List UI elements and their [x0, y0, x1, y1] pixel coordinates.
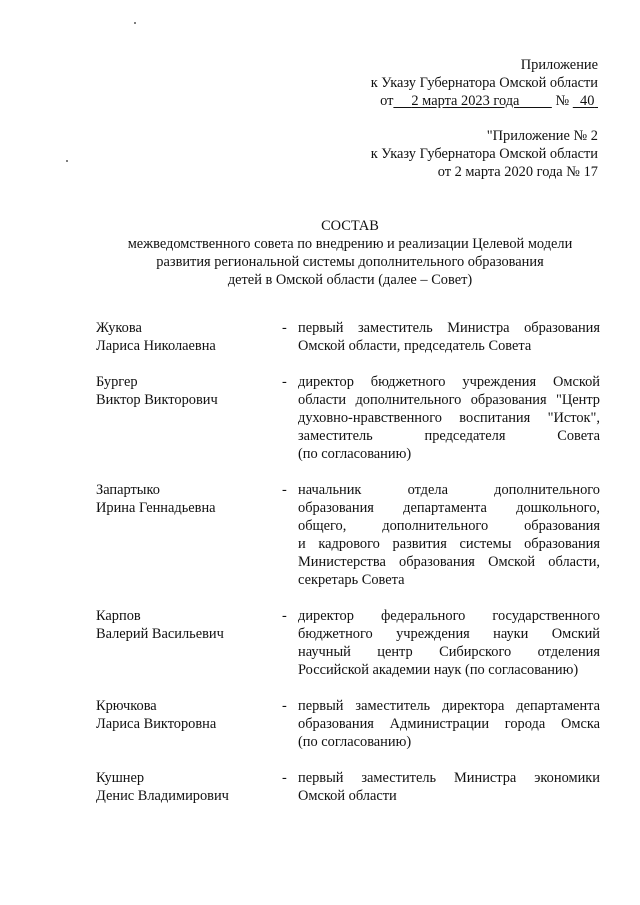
member-dash: -	[282, 482, 287, 498]
member-role-line: бюджетного учреждения науки Омский	[298, 626, 600, 642]
member-role-line: директор бюджетного учреждения Омской	[298, 374, 600, 390]
member-role-line: области дополнительного образования "Центр	[298, 392, 600, 408]
member-role	[298, 607, 600, 679]
member-role	[298, 319, 600, 355]
member-role-line: образования Администрации города Омска	[298, 716, 600, 732]
member-dash: -	[282, 770, 287, 786]
member-role-line: (по согласованию)	[298, 446, 412, 462]
member-given-names: Валерий Васильевич	[96, 626, 224, 642]
annex-number-prefix: №	[555, 93, 570, 109]
document-title	[80, 217, 620, 289]
member-entry	[96, 481, 600, 589]
annex-number: 40	[580, 93, 595, 109]
member-given-names: Ирина Геннадьевна	[96, 500, 216, 516]
member-name	[96, 373, 282, 463]
member-name	[96, 769, 282, 805]
member-name	[96, 607, 282, 679]
annex-title: Приложение	[520, 57, 598, 73]
member-given-names: Лариса Викторовна	[96, 716, 217, 732]
member-role-line: директор федерального государственного	[298, 608, 600, 624]
member-role-line: духовно-нравственного воспитания "Исток",	[298, 410, 600, 426]
member-role-line: заместитель председателя Совета	[298, 428, 600, 444]
prior-annex-decree-reference: к Указу Губернатора Омской области	[370, 146, 598, 162]
member-dash: -	[282, 608, 287, 624]
annex-date-number-line	[371, 92, 598, 110]
document-heading: СОСТАВ	[321, 218, 379, 234]
member-entry	[96, 319, 600, 355]
annex-date: 2 марта 2023 года	[411, 93, 520, 109]
prior-annex-header	[371, 127, 598, 181]
member-surname: Жукова	[96, 320, 142, 336]
member-surname: Крючкова	[96, 698, 157, 714]
scan-speck	[66, 160, 68, 162]
member-role	[298, 697, 600, 751]
member-dash: -	[282, 698, 287, 714]
member-role-line: Омской области, председатель Совета	[298, 338, 532, 354]
document-subtitle-line: детей в Омской области (далее – Совет)	[227, 272, 473, 288]
member-name	[96, 697, 282, 751]
prior-annex-title: "Приложение № 2	[486, 128, 598, 144]
member-entry	[96, 607, 600, 679]
document-subtitle-line: межведомственного совета по внедрению и реализации Целевой модели	[127, 236, 573, 252]
member-role-line: образования департамента дошкольного,	[298, 500, 600, 516]
member-surname: Запартыко	[96, 482, 160, 498]
annex-header	[371, 56, 598, 110]
member-role-line: Омской области	[298, 788, 397, 804]
member-role-line: (по согласованию)	[298, 734, 412, 750]
member-entry	[96, 769, 600, 805]
member-role	[298, 769, 600, 805]
member-given-names: Лариса Николаевна	[96, 338, 216, 354]
scan-speck	[134, 22, 136, 24]
member-dash: -	[282, 320, 287, 336]
council-members-list	[96, 319, 600, 823]
member-role-line: Российской академии наук (по согласованию)	[298, 662, 579, 678]
member-role-line: Министерства образования Омской области,	[298, 554, 600, 570]
member-role-line: научный центр Сибирского отделения	[298, 644, 600, 660]
member-role-line: начальник отдела дополнительного	[298, 482, 600, 498]
member-entry	[96, 373, 600, 463]
annex-date-prefix: от	[380, 93, 394, 109]
member-dash: -	[282, 374, 287, 390]
member-role-line: секретарь Совета	[298, 572, 405, 588]
annex-decree-reference: к Указу Губернатора Омской области	[370, 75, 598, 91]
member-given-names: Денис Владимирович	[96, 788, 229, 804]
member-role-line: общего, дополнительного образования	[298, 518, 600, 534]
member-name	[96, 481, 282, 589]
member-given-names: Виктор Викторович	[96, 392, 218, 408]
member-entry	[96, 697, 600, 751]
member-surname: Кушнер	[96, 770, 145, 786]
member-role	[298, 373, 600, 463]
member-role-line: первый заместитель директора департамента	[298, 698, 600, 714]
prior-annex-date-number: от 2 марта 2020 года № 17	[437, 164, 598, 180]
member-name	[96, 319, 282, 355]
document-subtitle-line: развития региональной системы дополнительного образования	[156, 254, 544, 270]
member-surname: Бургер	[96, 374, 138, 390]
member-role-line: и кадрового развития системы образования	[298, 536, 600, 552]
member-surname: Карпов	[96, 608, 141, 624]
member-role-line: первый заместитель Министра экономики	[298, 770, 600, 786]
member-role-line: первый заместитель Министра образования	[298, 320, 600, 336]
member-role	[298, 481, 600, 589]
